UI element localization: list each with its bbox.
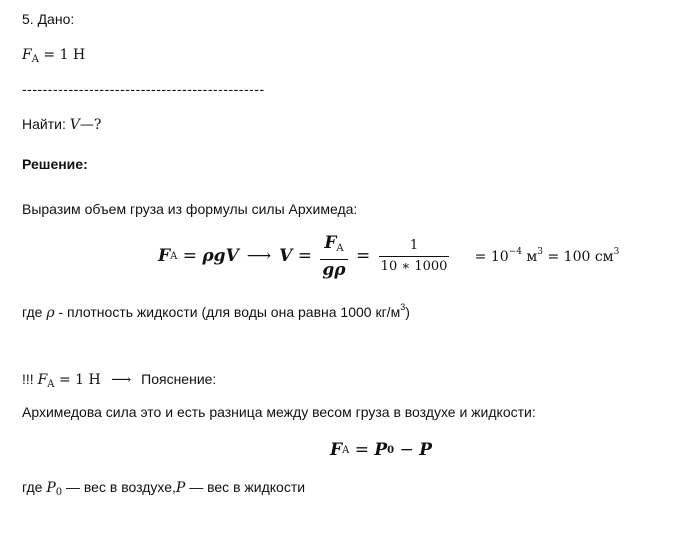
f2-p-symbol: P [419, 440, 432, 460]
weights-p-symbol: P [175, 480, 186, 496]
f1-unit-1: м [521, 249, 538, 265]
f1-arrow: ⟶ [246, 246, 272, 266]
f1-frac1-num-subscript: A [336, 242, 344, 254]
exp-value: = 1 Н [54, 372, 106, 388]
weights-prefix: где [22, 479, 47, 495]
density-power: 3 [400, 302, 406, 312]
f2-p0-subscript: 0 [387, 444, 395, 456]
force-subscript: A [31, 54, 39, 65]
archimedes-formula [158, 230, 619, 282]
density-note [22, 298, 410, 322]
f1-frac2-den: 10 ∗ 1000 [380, 258, 448, 274]
archimedes-statement: Архимедова сила это и есть разница между весом груза в воздухе и жидкости: [22, 404, 536, 420]
weights-note [22, 478, 305, 502]
f1-unit-2-power: 3 [613, 247, 620, 257]
density-close: ) [405, 304, 410, 320]
weights-text-2: — вес в жидкости [185, 479, 306, 495]
density-prefix: где [22, 304, 47, 320]
weights-p0-subscript: 0 [55, 487, 63, 498]
volume-symbol: V [69, 117, 80, 133]
exp-force-symbol: F [37, 372, 48, 388]
explanation-line [22, 370, 216, 394]
f1-frac1-num-symbol: F [324, 232, 337, 253]
f2-minus: − [394, 440, 420, 460]
density-symbol: ρ [46, 305, 55, 321]
f1-frac1-den: gρ [322, 259, 346, 280]
f1-exponent: −4 [508, 247, 522, 257]
f1-volume-symbol: V [279, 246, 293, 266]
f2-equals: = [349, 440, 375, 460]
f1-equals-2: = [292, 246, 318, 266]
f1-result [452, 231, 619, 281]
weights-text-1: — вес в воздухе, [62, 479, 176, 495]
f1-unit-1-power: 3 [537, 247, 544, 257]
f1-force-subscript: A [170, 250, 178, 262]
f1-equals-3: = [350, 246, 376, 266]
separator-line: ----------------------------------------------- [22, 81, 265, 97]
f2-p0-symbol: P [374, 440, 388, 460]
density-text: - плотность жидкости (для воды она равна 1000 кг/м [54, 304, 401, 320]
f1-equals-1: = [177, 246, 203, 266]
force-symbol: F [22, 47, 32, 63]
weight-difference-formula [330, 436, 432, 464]
find-line [22, 115, 101, 134]
given-value: = 1 Н [38, 47, 86, 63]
solution-intro: Выразим объем груза из формулы силы Архимеда: [22, 201, 358, 217]
f1-frac2-num: 1 [409, 237, 419, 253]
f1-rhs: ρgV [202, 246, 239, 266]
find-question: —? [79, 117, 102, 133]
exp-force-subscript: A [47, 379, 55, 390]
f2-force-symbol: F [330, 440, 343, 460]
exp-label: Пояснение: [137, 371, 217, 387]
f1-fraction-1 [320, 233, 347, 280]
exp-arrow: ⟶ [111, 372, 132, 388]
explanation-bang: !!! [22, 371, 38, 387]
given-force [22, 45, 85, 69]
f2-force-subscript: A [342, 444, 350, 456]
solution-heading: Решение: [22, 156, 88, 172]
weights-p0-symbol: P [46, 480, 56, 496]
f1-force-symbol: F [158, 246, 171, 266]
f1-equals-4: = 10 [470, 249, 509, 265]
problem-title: 5. Дано: [22, 11, 75, 27]
f1-equals-5: = 100 см [543, 249, 614, 265]
f1-fraction-2 [379, 236, 450, 277]
find-label: Найти: [22, 116, 70, 132]
